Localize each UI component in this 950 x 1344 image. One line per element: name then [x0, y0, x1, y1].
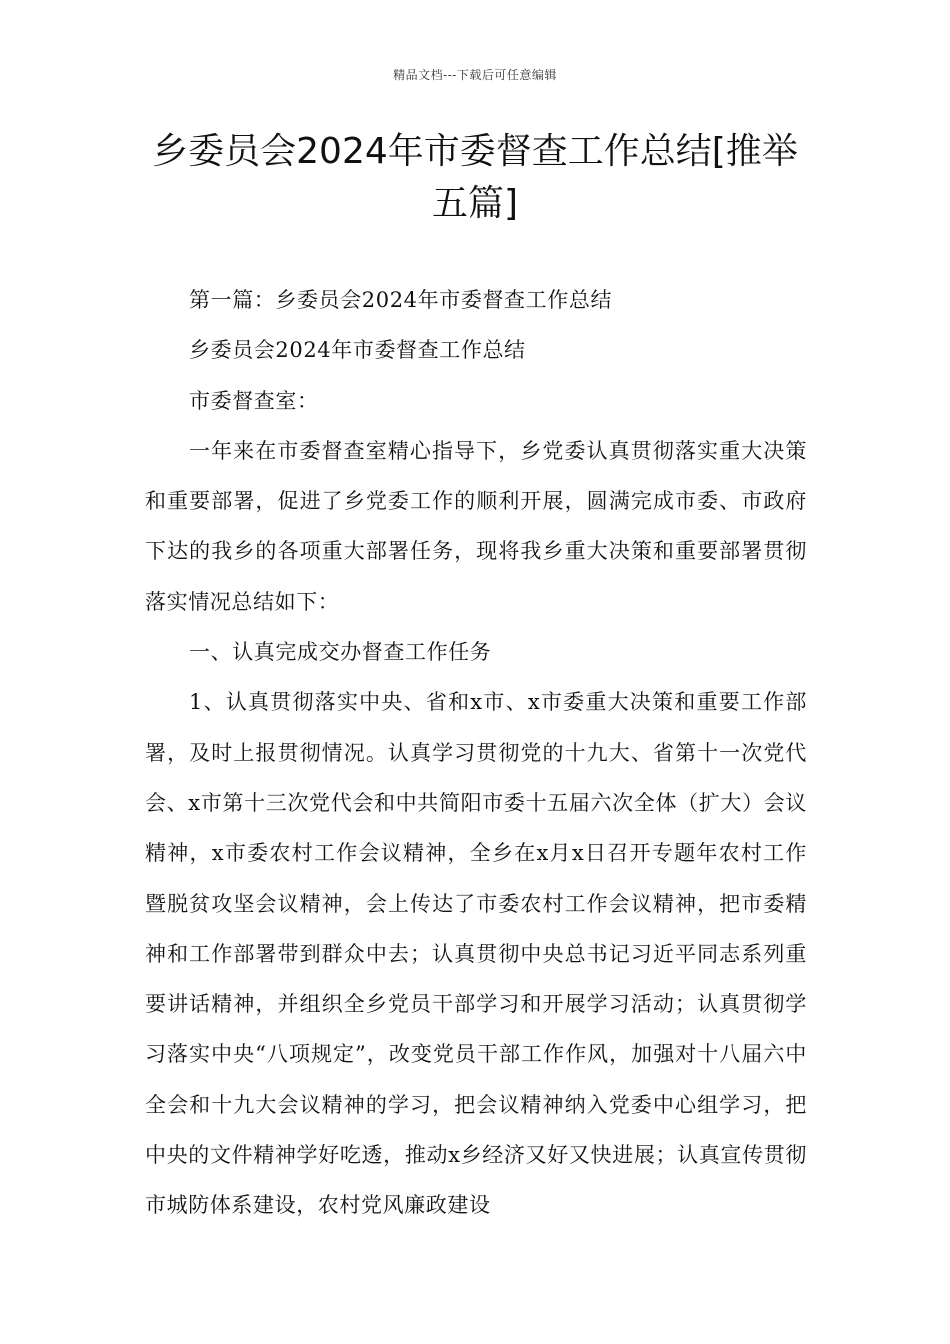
document-body — [145, 275, 807, 1231]
header-note: 精品文档---下载后可任意编辑 — [393, 68, 557, 82]
paragraph-item-one: 1、认真贯彻落实中央、省和x市、x市委重大决策和重要工作部署，及时上报贯彻情况。认真学习贯彻党的十九大、省第十一次党代会、x市第十三次党代会和中共简阳市委十五届六次全体（扩大）会议精神，x市委农村工作会议精神，全乡在x月x日召开专题年农村工作暨脱贫攻坚会议精神，会上传达了市委农村工作会议精神，把市委精神和工作部署带到群众中去；认真贯彻中央总书记习近平同志系列重要讲话精神，并组织全乡党员干部学习和开展学习活动；认真贯彻学习落实中央“八项规定”，改变党员干部工作作风，加强对十八届六中全会和十九大会议精神的学习，把会议精神纳入党委中心组学习，把中央的文件精神学好吃透，推动x乡经济又好又快进展；认真宣传贯彻市城防体系建设，农村党风廉政建设 — [145, 690, 807, 1218]
document-title: 乡委员会2024年市委督查工作总结[推举五篇] — [152, 131, 798, 224]
paragraph-subtitle: 乡委员会2024年市委督查工作总结 — [189, 338, 526, 363]
paragraph-heading-one: 一、认真完成交办督查工作任务 — [189, 640, 492, 665]
paragraph-intro: 一年来在市委督查室精心指导下，乡党委认真贯彻落实重大决策和重要部署，促进了乡党委工作的顺利开展，圆满完成市委、市政府下达的我乡的各项重大部署任务，现将我乡重大决策和重要部署贯彻落实情况总结如下： — [145, 438, 807, 614]
paragraph-section-heading: 第一篇：乡委员会2024年市委督查工作总结 — [189, 288, 613, 312]
paragraph-addressee: 市委督查室： — [189, 388, 319, 413]
